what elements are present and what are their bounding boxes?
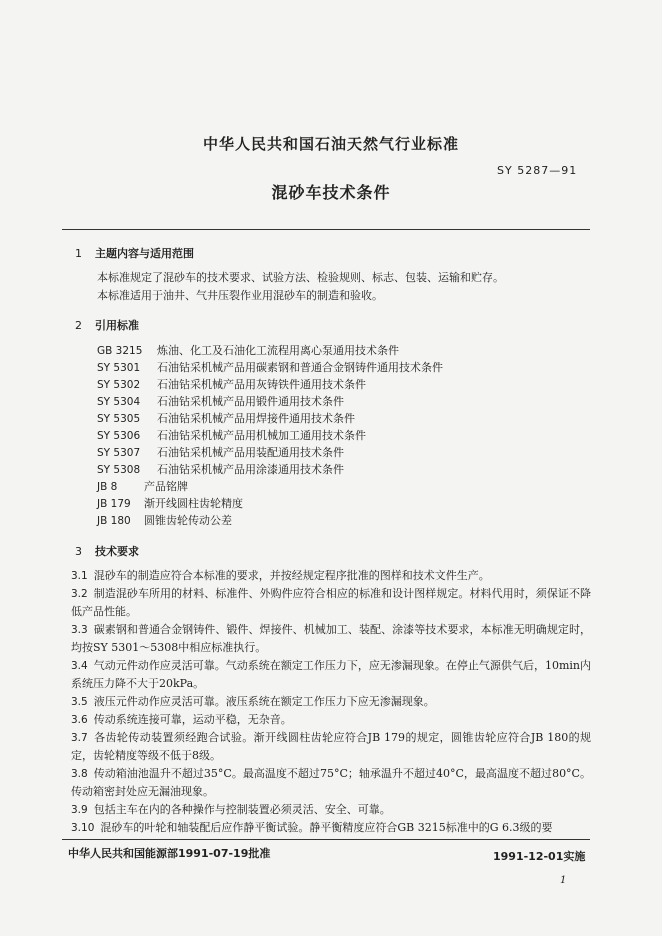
reference-item (97, 393, 344, 409)
reference-item (97, 444, 344, 460)
reference-code: SY 5308 (97, 464, 141, 476)
reference-item (97, 376, 366, 392)
clause-number: 3.7 (71, 732, 88, 744)
reference-code: GB 3215 (97, 345, 143, 357)
clause-number: 3.9 (71, 804, 88, 816)
clause-number: 3.6 (71, 714, 88, 726)
clause-text: 混砂车的叶轮和轴装配后应作静平衡试验。静平衡精度应符合GB 3215标准中的G 6.3级的要 (100, 821, 553, 834)
clause-number: 3.1 (71, 570, 88, 582)
reference-title: 石油钻采机械产品用焊接件通用技术条件 (157, 412, 355, 425)
clause-number: 3.3 (71, 624, 88, 636)
clause-number: 3.10 (71, 822, 95, 834)
clause-text: 包括主车在内的各种操作与控制装置必须灵活、安全、可靠。 (93, 803, 391, 816)
section-1-paragraph: 本标准规定了混砂车的技术要求、试验方法、检验规则、标志、包装、运输和贮存。 (97, 271, 504, 284)
reference-code: SY 5305 (97, 413, 141, 425)
section-title: 主题内容与适用范围 (95, 247, 194, 260)
reference-code: SY 5302 (97, 379, 141, 391)
clause-text: 混砂车的制造应符合本标准的要求，并按经规定程序批准的图样和技术文件生产。 (93, 569, 490, 582)
reference-code: SY 5304 (97, 396, 141, 408)
clause-text: 各齿轮传动装置须经跑合试验。渐开线圆柱齿轮应符合JB 179的规定，圆锥齿轮应符合JB 180的规定，齿轮精度等级不低于8级。 (71, 731, 591, 763)
requirement-item (71, 801, 591, 819)
reference-item (97, 410, 355, 426)
reference-code: JB 180 (97, 515, 131, 527)
clause-text: 传动箱油池温升不超过35°C。最高温度不超过75°C；轴承温升不超过40°C，最高温度不超过80°C。传动箱密封处应无漏油现象。 (71, 767, 591, 799)
section-number: 1 (75, 247, 82, 260)
section-number: 2 (75, 319, 82, 332)
reference-code: JB 179 (97, 498, 131, 510)
approval-note: 中华人民共和国能源部1991-07-19批准 (68, 847, 271, 860)
requirement-item (71, 693, 591, 711)
section-3-heading (75, 543, 139, 559)
requirement-item (71, 729, 591, 765)
section-1-heading (75, 245, 194, 261)
clause-text: 碳素钢和普通合金钢铸件、锻件、焊接件、机械加工、装配、涂漆等技术要求，本标准无明确规定时，均按SY 5301～5308中相应标准执行。 (71, 623, 591, 655)
clause-number: 3.5 (71, 696, 88, 708)
reference-code: JB 8 (97, 481, 118, 493)
requirement-item (71, 657, 591, 693)
page-number: 1 (560, 875, 567, 886)
footer-rule (62, 839, 590, 840)
requirement-item (71, 819, 591, 837)
reference-item (97, 478, 188, 494)
reference-code: SY 5301 (97, 362, 141, 374)
header-rule (62, 229, 590, 230)
section-title: 引用标准 (95, 319, 139, 332)
reference-title: 石油钻采机械产品用涂漆通用技术条件 (157, 463, 344, 476)
clause-number: 3.8 (71, 768, 88, 780)
reference-title: 产品铭牌 (144, 480, 188, 493)
reference-title: 石油钻采机械产品用机械加工通用技术条件 (157, 429, 366, 442)
org-title: 中华人民共和国石油天然气行业标准 (202, 135, 459, 153)
requirement-item (71, 567, 591, 585)
reference-item (97, 461, 344, 477)
reference-title: 圆锥齿轮传动公差 (144, 514, 232, 527)
clause-number: 3.4 (71, 660, 88, 672)
document-title: 混砂车技术条件 (271, 183, 391, 202)
requirement-item (71, 621, 591, 657)
reference-title: 石油钻采机械产品用碳素钢和普通合金钢铸件通用技术条件 (157, 361, 443, 374)
reference-item (97, 359, 443, 375)
reference-title: 炼油、化工及石油化工流程用离心泵通用技术条件 (157, 344, 399, 357)
implementation-date: 1991-12-01实施 (493, 850, 586, 863)
clause-text: 传动系统连接可靠，运动平稳，无杂音。 (93, 713, 292, 726)
reference-title: 渐开线圆柱齿轮精度 (144, 497, 243, 510)
reference-item (97, 342, 399, 358)
reference-item (97, 427, 366, 443)
clause-number: 3.2 (71, 588, 88, 600)
section-2-heading (75, 317, 139, 333)
section-1-paragraph: 本标准适用于油井、气井压裂作业用混砂车的制造和验收。 (97, 289, 383, 302)
reference-item (97, 512, 232, 528)
requirement-item (71, 711, 591, 729)
section-number: 3 (75, 545, 82, 558)
clause-text: 气动元件动作应灵活可靠。气动系统在额定工作压力下，应无渗漏现象。在停止气源供气后，10min内系统压力降不大于20kPa。 (71, 659, 591, 691)
section-title: 技术要求 (95, 545, 139, 558)
reference-title: 石油钻采机械产品用灰铸铁件通用技术条件 (157, 378, 366, 391)
reference-code: SY 5306 (97, 430, 141, 442)
clause-text: 制造混砂车所用的材料、标准件、外购件应符合相应的标准和设计图样规定。材料代用时，须保证不降低产品性能。 (71, 587, 591, 619)
reference-title: 石油钻采机械产品用锻件通用技术条件 (157, 395, 344, 408)
reference-code: SY 5307 (97, 447, 141, 459)
clause-text: 液压元件动作应灵活可靠。液压系统在额定工作压力下应无渗漏现象。 (93, 695, 435, 708)
standard-code: SY 5287—91 (497, 164, 578, 177)
reference-title: 石油钻采机械产品用装配通用技术条件 (157, 446, 344, 459)
reference-item (97, 495, 243, 511)
requirement-item (71, 585, 591, 621)
requirement-item (71, 765, 591, 801)
